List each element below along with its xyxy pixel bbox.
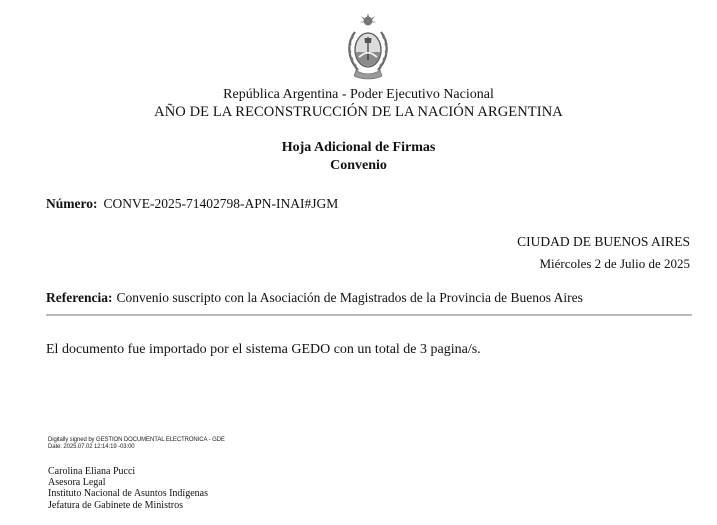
signer-name: Carolina Eliana Pucci [48, 466, 136, 477]
document-number-value: CONVE-2025-71402798-APN-INAI#JGM [103, 196, 339, 211]
document-subtitle: Convenio [330, 158, 387, 173]
header-line-2: AÑO DE LA RECONSTRUCCIÓN DE LA NACIÓN ARGENTINA [154, 104, 563, 120]
header-line-1: República Argentina - Poder Ejecutivo Nacional [223, 87, 494, 102]
digital-signature-stamp [48, 437, 225, 451]
digital-signature-line: Digitally signed by GESTION DOCUMENTAL ELECTRONICA - GDE [48, 437, 225, 443]
reference-label: Referencia: [46, 290, 113, 305]
document-reference [46, 290, 583, 306]
document-date: Miércoles 2 de Julio de 2025 [539, 256, 690, 271]
argentina-coat-of-arms-icon [344, 12, 392, 84]
document-city: CIUDAD DE BUENOS AIRES [517, 234, 690, 249]
signer-department: Jefatura de Gabinete de Ministros [48, 499, 183, 511]
signer-institution: Instituto Nacional de Asuntos Indígenas [48, 488, 208, 500]
reference-value: Convenio suscripto con la Asociación de Magistrados de la Provincia de Buenos Aires [116, 290, 583, 305]
document-body: El documento fue importado por el sistema GEDO con un total de 3 pagina/s. [46, 342, 481, 357]
digital-signature-date: Date: 2025.07.02 12:14:19 -03:00 [48, 444, 135, 450]
signer-block [48, 466, 208, 511]
document-number [46, 196, 338, 212]
document-title: Hoja Adicional de Firmas [281, 140, 436, 155]
divider [46, 314, 692, 316]
signer-role: Asesora Legal [48, 477, 106, 489]
document-number-label: Número: [46, 196, 98, 211]
